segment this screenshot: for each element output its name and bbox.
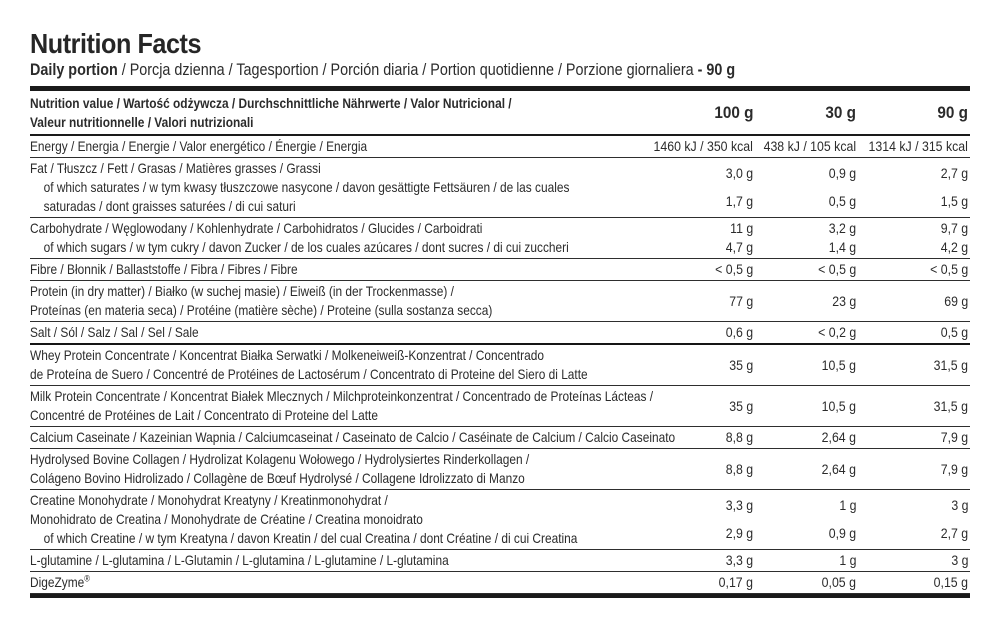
- value-text: 1,4 g: [828, 239, 856, 255]
- nutrition-rows: [30, 136, 970, 594]
- column-header-90g: [856, 103, 970, 123]
- registered-trademark-symbol: ®: [84, 573, 90, 584]
- value-text: 3,3 g: [725, 496, 753, 513]
- daily-portion-amount: - 90 g: [697, 61, 736, 79]
- row-label: [30, 282, 628, 320]
- value-cell-100g: [628, 491, 753, 548]
- table-row-carbohydrate: [30, 218, 970, 259]
- value-text: 9,7 g: [940, 220, 968, 236]
- row-label-line: Concentré de Protéines de Lait / Concentrato di Proteine del Latte: [30, 407, 378, 423]
- table-row-fibre: [30, 259, 970, 281]
- value-text: 0,9 g: [828, 164, 856, 181]
- row-label-line: of which saturates / w tym kwasy tłuszczowe nasycone / davon gesättigte Fettsäuren / de las cuales: [43, 179, 570, 195]
- value-cell-30g: [753, 219, 856, 257]
- value-text: 1 g: [838, 496, 856, 513]
- value-cell-30g: [753, 387, 856, 425]
- table-header-label: [30, 94, 628, 131]
- row-label: [30, 450, 628, 488]
- value-cell-90g: [856, 260, 970, 279]
- table-row-salt: [30, 322, 970, 345]
- value-text: 3,3 g: [725, 552, 753, 568]
- row-label-line: Whey Protein Concentrate / Koncentrat Białka Serwatki / Molkeneiweiß-Konzentrat / Concentrado: [30, 347, 544, 363]
- row-label-line: saturadas / dont graisses saturées / di cui saturi: [43, 198, 296, 214]
- value-text: 2,7 g: [940, 164, 968, 181]
- page-title: Nutrition Facts: [30, 28, 202, 59]
- row-label: [30, 260, 628, 279]
- value-text: 8,8 g: [725, 429, 753, 445]
- daily-portion-translations: / Porcja dzienna / Tagesportion / Porción diaria / Portion quotidienne / Porzione giornaliera: [117, 61, 698, 79]
- value-text: 3 g: [950, 552, 968, 568]
- row-label-line: Fibre / Błonnik / Ballaststoffe / Fibra / Fibres / Fibre: [30, 261, 298, 277]
- row-label: [30, 491, 628, 548]
- value-cell-90g: [856, 387, 970, 425]
- row-label-line: Hydrolysed Bovine Collagen / Hydrolizat Kolagenu Wołowego / Hydrolysiertes Rinderkollagen /: [30, 451, 530, 467]
- value-text: 31,5 g: [933, 356, 968, 373]
- value-cell-90g: [856, 282, 970, 320]
- value-cell-100g: [628, 450, 753, 488]
- table-row-protein: [30, 281, 970, 322]
- table-header-row: [30, 91, 970, 136]
- row-label-line: Colágeno Bovino Hidrolizado / Collagène de Bœuf Hydrolysé / Collagene Idrolizzato di Manzo: [30, 470, 525, 486]
- value-cell-100g: [628, 346, 753, 384]
- value-text: 0,5 g: [828, 193, 856, 210]
- table-row-creatine-monohydrate: [30, 490, 970, 550]
- row-label-line: Calcium Caseinate / Kazeinian Wapnia / Calciumcaseinat / Caseinato de Calcio / Caséinate de Calcium / Calcio Caseinato: [30, 429, 676, 445]
- value-cell-90g: [856, 428, 970, 447]
- value-text: < 0,2 g: [817, 324, 856, 340]
- value-text: 35 g: [729, 356, 753, 373]
- table-row-milk-protein-concentrate: [30, 386, 970, 427]
- value-text: 8,8 g: [725, 460, 753, 477]
- value-text: 10,5 g: [821, 356, 856, 373]
- row-label-line: Salt / Sól / Salz / Sal / Sel / Sale: [30, 324, 199, 340]
- column-header-100g-text: 100 g: [713, 102, 753, 122]
- value-text: 1,5 g: [940, 193, 968, 210]
- row-label: [30, 219, 628, 257]
- value-text: 1 g: [838, 552, 856, 568]
- table-row-hydrolysed-bovine-collagen: [30, 449, 970, 490]
- row-label-line: Creatine Monohydrate / Monohydrat Kreatyny / Kreatinmonohydrat /: [30, 492, 388, 508]
- daily-portion-line: [30, 60, 848, 81]
- value-cell-90g: [856, 219, 970, 257]
- row-label-line: L-glutamine / L-glutamina / L-Glutamin / L-glutamina / L-glutamine / L-glutamina: [30, 552, 449, 568]
- value-cell-30g: [753, 573, 856, 592]
- value-text: 2,64 g: [821, 429, 856, 445]
- row-label: [30, 323, 628, 342]
- value-cell-100g: [628, 159, 753, 216]
- value-text: < 0,5 g: [817, 261, 856, 277]
- column-header-100g: [628, 103, 753, 123]
- table-header-label-line-2: Valeur nutritionnelle / Valori nutrizionali: [30, 113, 254, 130]
- column-header-90g-text: 90 g: [937, 102, 968, 122]
- row-label-line: Monohidrato de Creatina / Monohydrate de Créatine / Creatina monoidrato: [30, 511, 423, 527]
- table-row-energy: [30, 136, 970, 158]
- value-cell-30g: [753, 551, 856, 570]
- value-text: 1314 kJ / 315 kcal: [868, 138, 968, 154]
- value-cell-100g: [628, 573, 753, 592]
- value-cell-30g: [753, 260, 856, 279]
- row-label-line: of which sugars / w tym cukry / davon Zucker / de los cuales azúcares / dont sucres / di cui zuccheri: [43, 239, 569, 255]
- table-row-whey-protein-concentrate: [30, 345, 970, 386]
- row-label: [30, 573, 628, 592]
- value-cell-30g: [753, 450, 856, 488]
- value-text: 7,9 g: [940, 429, 968, 445]
- value-cell-90g: [856, 137, 970, 156]
- row-label-line: Fat / Tłuszcz / Fett / Grasas / Matières grasses / Grassi: [30, 160, 321, 176]
- value-text: < 0,5 g: [929, 261, 968, 277]
- value-text: 10,5 g: [821, 397, 856, 414]
- value-cell-30g: [753, 346, 856, 384]
- value-text: 4,7 g: [725, 239, 753, 255]
- value-cell-100g: [628, 137, 753, 156]
- value-cell-100g: [628, 282, 753, 320]
- row-label-line: Milk Protein Concentrate / Koncentrat Białek Mlecznych / Milchproteinkonzentrat / Concentrado de Proteínas Lácteas /: [30, 388, 654, 404]
- value-cell-30g: [753, 137, 856, 156]
- value-cell-100g: [628, 551, 753, 570]
- value-text: 3,0 g: [725, 164, 753, 181]
- value-text: < 0,5 g: [714, 261, 753, 277]
- value-text: 31,5 g: [933, 397, 968, 414]
- row-label-line: of which Creatine / w tym Kreatyna / davon Kreatin / del cual Creatina / dont Créatine / di cui Creatina: [43, 530, 578, 546]
- table-row-calcium-caseinate: [30, 427, 970, 449]
- value-text: 3 g: [950, 496, 968, 513]
- value-cell-90g: [856, 346, 970, 384]
- value-text: 77 g: [729, 292, 753, 309]
- value-text: 0,5 g: [940, 324, 968, 340]
- row-label-line: Protein (in dry matter) / Białko (w suchej masie) / Eiweiß (in der Trockenmasse) /: [30, 283, 454, 299]
- value-text: 35 g: [729, 397, 753, 414]
- row-label: [30, 159, 628, 216]
- value-text: 1460 kJ / 350 kcal: [653, 138, 753, 154]
- column-header-30g-text: 30 g: [825, 102, 856, 122]
- row-label-line: de Proteína de Suero / Concentré de Protéines de Lactosérum / Concentrato di Proteine del Siero di Latte: [30, 366, 588, 382]
- value-text: 438 kJ / 105 kcal: [763, 138, 856, 154]
- value-cell-100g: [628, 260, 753, 279]
- value-cell-100g: [628, 323, 753, 342]
- nutrition-table: [30, 91, 970, 594]
- table-header-label-line-1: Nutrition value / Wartość odżywcza / Durchschnittliche Nährwerte / Valor Nutricional /: [30, 95, 512, 111]
- value-cell-30g: [753, 428, 856, 447]
- value-text: 0,6 g: [725, 324, 753, 340]
- column-header-30g: [753, 103, 856, 123]
- row-label-line: Carbohydrate / Węglowodany / Kohlenhydrate / Carbohidratos / Glucides / Carboidrati: [30, 220, 483, 236]
- value-cell-90g: [856, 573, 970, 592]
- row-label: [30, 346, 628, 384]
- value-cell-30g: [753, 491, 856, 548]
- value-text: 0,05 g: [821, 574, 856, 590]
- daily-portion-lead: Daily portion: [30, 61, 118, 79]
- value-cell-90g: [856, 551, 970, 570]
- table-row-fat: [30, 158, 970, 218]
- value-text: 1,7 g: [725, 193, 753, 210]
- value-cell-90g: [856, 450, 970, 488]
- value-cell-90g: [856, 323, 970, 342]
- value-text: 11 g: [729, 220, 753, 236]
- value-cell-90g: [856, 159, 970, 216]
- bottom-rule: [30, 594, 970, 598]
- row-label: [30, 387, 654, 425]
- value-text: 3,2 g: [828, 220, 856, 236]
- value-text: 0,17 g: [718, 574, 753, 590]
- value-text: 2,7 g: [940, 525, 968, 542]
- row-label: [30, 551, 628, 570]
- row-label: [30, 137, 628, 156]
- value-cell-30g: [753, 159, 856, 216]
- value-text: 4,2 g: [940, 239, 968, 255]
- value-cell-30g: [753, 282, 856, 320]
- value-cell-90g: [856, 491, 970, 548]
- table-row-digezyme: [30, 572, 970, 594]
- value-text: 23 g: [832, 292, 856, 309]
- value-text: 69 g: [944, 292, 968, 309]
- value-text: 2,64 g: [821, 460, 856, 477]
- row-label-line: DigeZyme®: [30, 573, 90, 590]
- table-row-l-glutamine: [30, 550, 970, 572]
- value-text: 7,9 g: [940, 460, 968, 477]
- row-label: [30, 428, 676, 447]
- value-text: 0,9 g: [828, 525, 856, 542]
- value-cell-100g: [628, 219, 753, 257]
- value-text: 0,15 g: [933, 574, 968, 590]
- value-text: 2,9 g: [725, 525, 753, 542]
- row-label-line: Proteínas (en materia seca) / Protéine (matière sèche) / Proteine (sulla sostanza secca): [30, 302, 493, 318]
- row-label-line: Energy / Energia / Energie / Valor energético / Énergie / Energia: [30, 138, 368, 154]
- value-cell-30g: [753, 323, 856, 342]
